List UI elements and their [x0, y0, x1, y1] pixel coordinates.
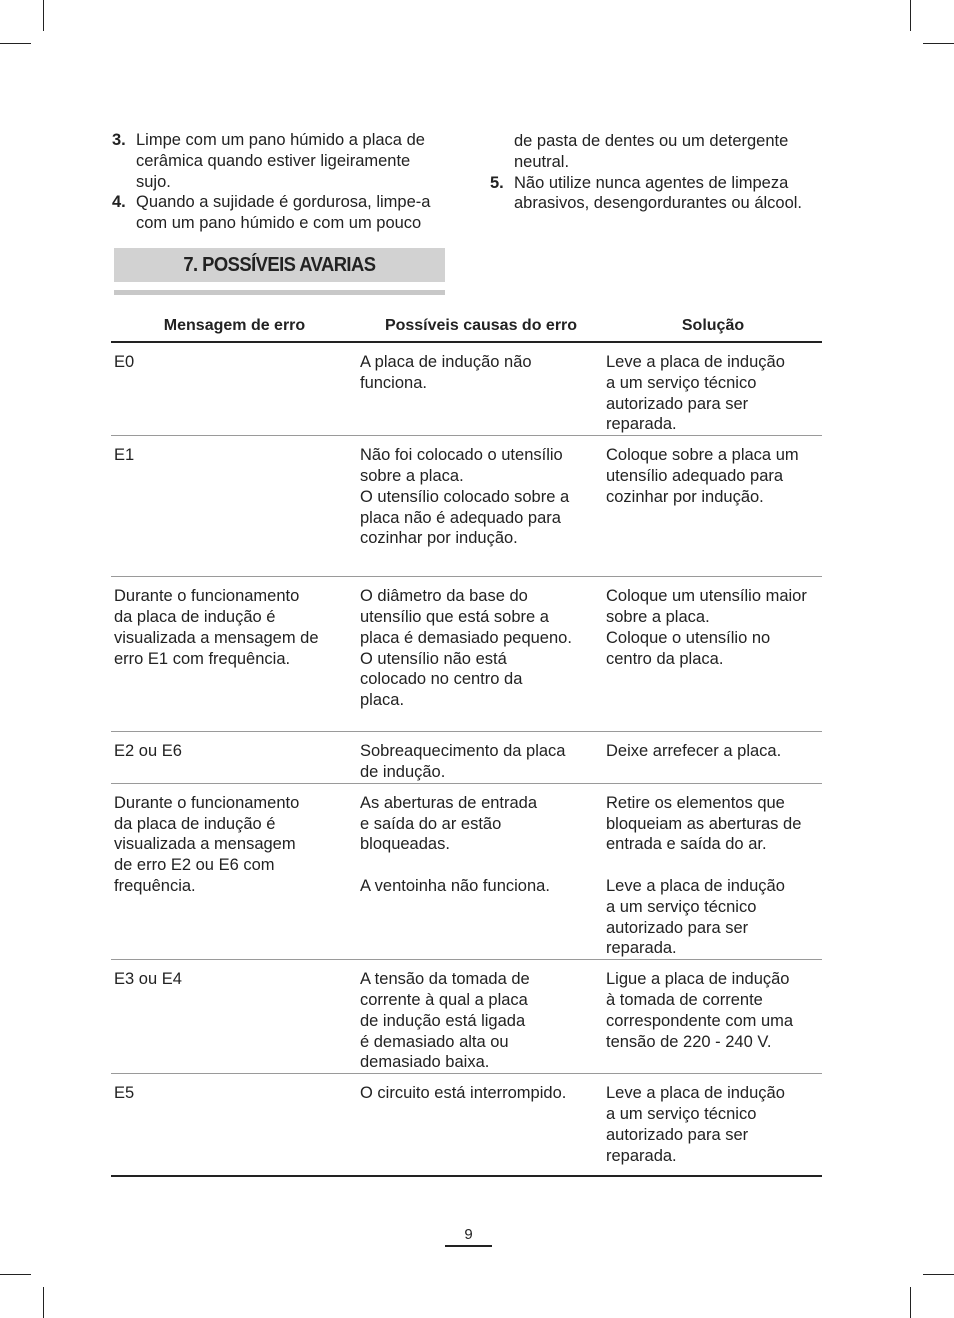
cell-message — [111, 783, 358, 959]
message-text: Durante o funcionamento da placa de indução é visualizada a mensagem de erro E2 ou E6 com frequência. — [114, 793, 300, 895]
cell-solution — [604, 732, 822, 784]
item-number: 4. — [112, 193, 126, 212]
cell-cause — [358, 960, 604, 1074]
table-row — [111, 577, 822, 732]
message-text: Durante o funcionamento da placa de indução é visualizada a mensagem de erro E1 com frequência. — [114, 587, 319, 668]
crop-mark — [0, 43, 31, 44]
section-heading — [114, 248, 445, 282]
cell-cause — [358, 342, 604, 436]
cell-message — [111, 342, 358, 436]
instruction-item — [112, 130, 452, 192]
table-header-row — [111, 309, 822, 342]
item-text: Não utilize nunca agentes de limpeza abrasivos, desengordurantes ou álcool. — [514, 173, 803, 213]
item-text: de pasta de dentes ou um detergente neutral. — [514, 132, 789, 171]
crop-mark — [910, 0, 911, 31]
instructions-right-column — [490, 131, 830, 214]
instruction-item — [112, 192, 452, 234]
message-text: E0 — [114, 353, 135, 371]
column-header-message: Mensagem de erro — [111, 309, 358, 342]
message-text: E5 — [114, 1084, 135, 1103]
cell-message — [111, 960, 358, 1074]
cause-text: A tensão da tomada de corrente à qual a placa de indução está ligada é demasiado alta ou demasiado baixa. — [360, 970, 530, 1072]
cause-text: As aberturas de entrada e saída do ar estão bloqueadas. A ventoinha não funciona. — [360, 793, 550, 895]
instruction-item — [490, 131, 830, 173]
instruction-item — [490, 173, 830, 215]
crop-mark — [0, 1274, 31, 1275]
cell-solution — [604, 436, 822, 577]
table-row — [111, 1074, 822, 1176]
instructions-left-column — [112, 130, 452, 234]
column-header-cause: Possíveis causas do erro — [358, 309, 604, 342]
section-underline — [114, 290, 445, 295]
solution-text: Coloque sobre a placa um utensílio adequado para cozinhar por indução. — [606, 446, 799, 506]
cell-cause — [358, 577, 604, 732]
crop-mark — [923, 1274, 954, 1275]
message-text: E2 ou E6 — [114, 742, 182, 761]
item-text: Limpe com um pano húmido a placa de cerâmica quando estiver ligeiramente sujo. — [136, 131, 425, 191]
cell-message — [111, 732, 358, 784]
solution-text: Deixe arrefecer a placa. — [606, 742, 782, 761]
cause-text: O circuito está interrompido. — [360, 1084, 567, 1103]
cell-cause — [358, 732, 604, 784]
message-text: E3 ou E4 — [114, 970, 182, 989]
section-title: 7. POSSÍVEIS AVARIAS — [183, 253, 376, 276]
table-row — [111, 960, 822, 1074]
cell-cause — [358, 1074, 604, 1176]
crop-mark — [43, 1287, 44, 1318]
table-row — [111, 732, 822, 784]
cell-message — [111, 436, 358, 577]
solution-text: Coloque um utensílio maior sobre a placa. Coloque o utensílio no centro da placa. — [606, 587, 807, 668]
cause-text: O diâmetro da base do utensílio que está sobre a placa é demasiado pequeno. O utensílio não está colocado no centro da placa. — [360, 587, 572, 710]
solution-text: Leve a placa de indução a um serviço técnico autorizado para ser reparada. — [606, 353, 785, 434]
cell-solution — [604, 1074, 822, 1176]
table-row — [111, 342, 822, 436]
column-header-solution: Solução — [604, 309, 822, 342]
table-row — [111, 783, 822, 959]
cell-cause — [358, 436, 604, 577]
cell-message — [111, 1074, 358, 1176]
solution-text: Ligue a placa de indução à tomada de corrente correspondente com uma tensão de 220 - 240 V. — [606, 970, 794, 1051]
cause-text: Sobreaquecimento da placa de indução. — [360, 742, 566, 781]
message-text: E1 — [114, 446, 135, 465]
solution-text: Leve a placa de indução a um serviço técnico autorizado para ser reparada. — [606, 1084, 785, 1165]
crop-mark — [923, 43, 954, 44]
cell-message — [111, 577, 358, 732]
solution-text: Retire os elementos que bloqueiam as aberturas de entrada e saída do ar. Leve a placa de indução a um serviço técnico autorizado para ser reparada. — [606, 793, 802, 958]
page-number: 9 — [445, 1226, 492, 1247]
item-number: 3. — [112, 131, 126, 149]
crop-mark — [43, 0, 44, 31]
cell-solution — [604, 577, 822, 732]
crop-mark — [910, 1287, 911, 1318]
cell-solution — [604, 960, 822, 1074]
item-number: 5. — [490, 173, 504, 192]
cause-text: Não foi colocado o utensílio sobre a placa. O utensílio colocado sobre a placa não é adequado para cozinhar por indução. — [360, 446, 570, 548]
item-text: Quando a sujidade é gordurosa, limpe-a com um pano húmido e com um pouco — [136, 193, 431, 233]
cell-solution — [604, 342, 822, 436]
table-row — [111, 436, 822, 577]
cell-cause — [358, 783, 604, 959]
cause-text: A placa de indução não funciona. — [360, 353, 532, 392]
error-table — [111, 309, 822, 1177]
cell-solution — [604, 783, 822, 959]
